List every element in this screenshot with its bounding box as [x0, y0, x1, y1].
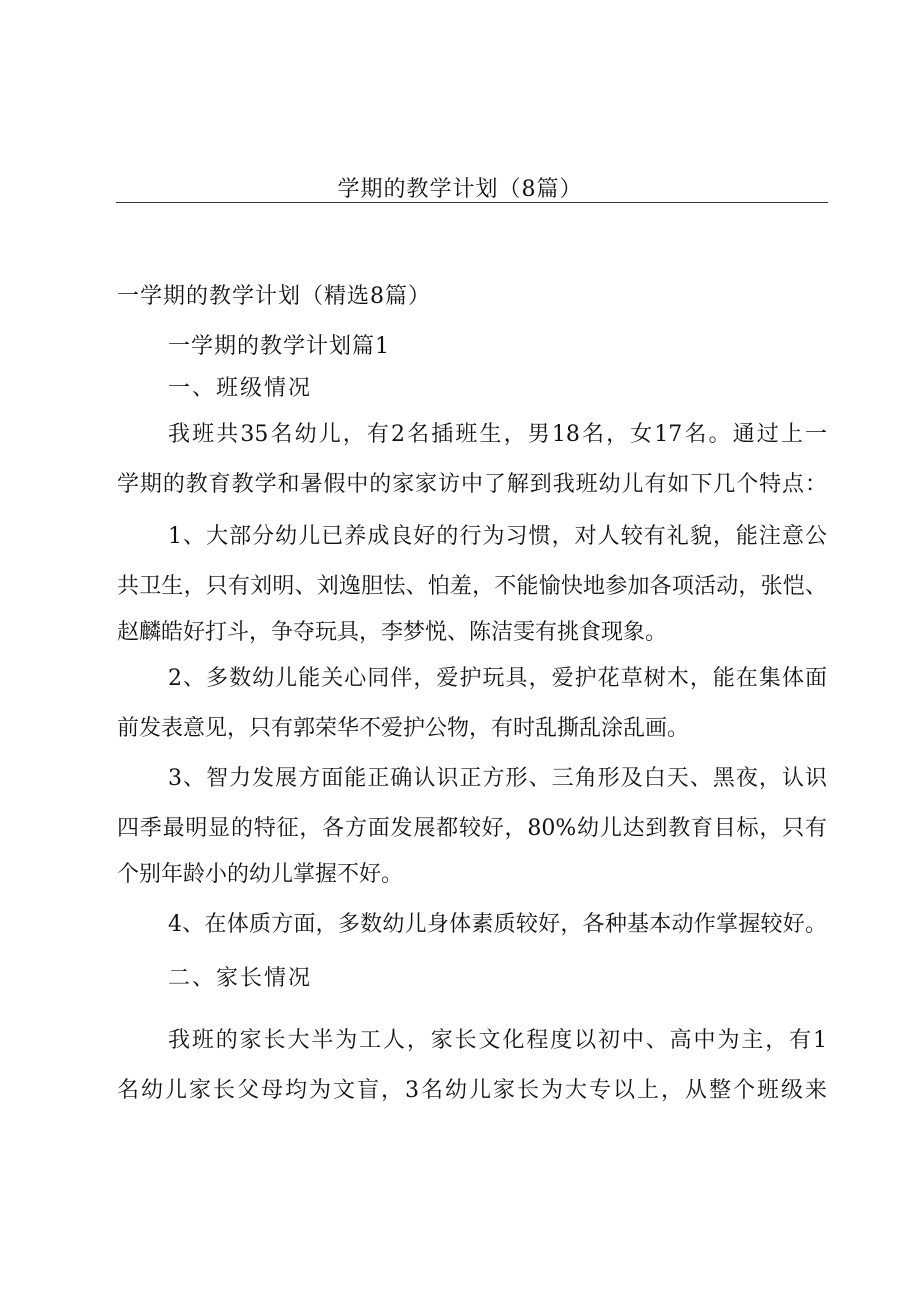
- paragraph-line: 我班共35名幼儿，有2名插班生，男18名，女17名。通过上一: [168, 422, 827, 447]
- section-heading-parent-situation: 二、家长情况: [168, 966, 313, 991]
- paragraph-line: 前发表意见，只有郭荣华不爱护公物，有时乱撕乱涂乱画。: [117, 716, 690, 741]
- paragraph-line: 共卫生，只有刘明、刘逸胆怯、怕羞，不能愉快地参加各项活动，张恺、: [117, 574, 827, 599]
- paragraph-line: 学期的教育教学和暑假中的家家访中了解到我班幼儿有如下几个特点：: [117, 472, 827, 497]
- paragraph-line: 我班的家长大半为工人，家长文化程度以初中、高中为主，有1: [168, 1028, 827, 1053]
- section-heading-class-situation: 一、班级情况: [168, 376, 313, 401]
- title-divider: [116, 202, 828, 203]
- paragraph-line: 个别年龄小的幼儿掌握不好。: [117, 862, 404, 887]
- paragraph-line: 赵麟皓好打斗，争夺玩具，李梦悦、陈洁雯有挑食现象。: [117, 620, 668, 645]
- paragraph-line: 3、智力发展方面能正确认识正方形、三角形及白天、黑夜，认识: [168, 766, 827, 791]
- paragraph-line: 四季最明显的特征，各方面发展都较好，80%幼儿达到教育目标，只有: [117, 816, 827, 841]
- paragraph-line: 1、大部分幼儿已养成良好的行为习惯，对人较有礼貌，能注意公: [168, 524, 827, 549]
- document-heading: 一学期的教学计划（精选8篇）: [117, 284, 431, 309]
- paragraph-line: 4、在体质方面，多数幼儿身体素质较好，各种基本动作掌握较好。: [168, 912, 827, 937]
- paragraph-line: 2、多数幼儿能关心同伴，爱护玩具，爱护花草树木，能在集体面: [168, 666, 827, 691]
- page-title: 学期的教学计划（8篇）: [337, 177, 583, 202]
- document-subheading: 一学期的教学计划篇1: [168, 334, 390, 359]
- paragraph-line: 名幼儿家长父母均为文盲，3名幼儿家长为大专以上，从整个班级来: [117, 1078, 827, 1103]
